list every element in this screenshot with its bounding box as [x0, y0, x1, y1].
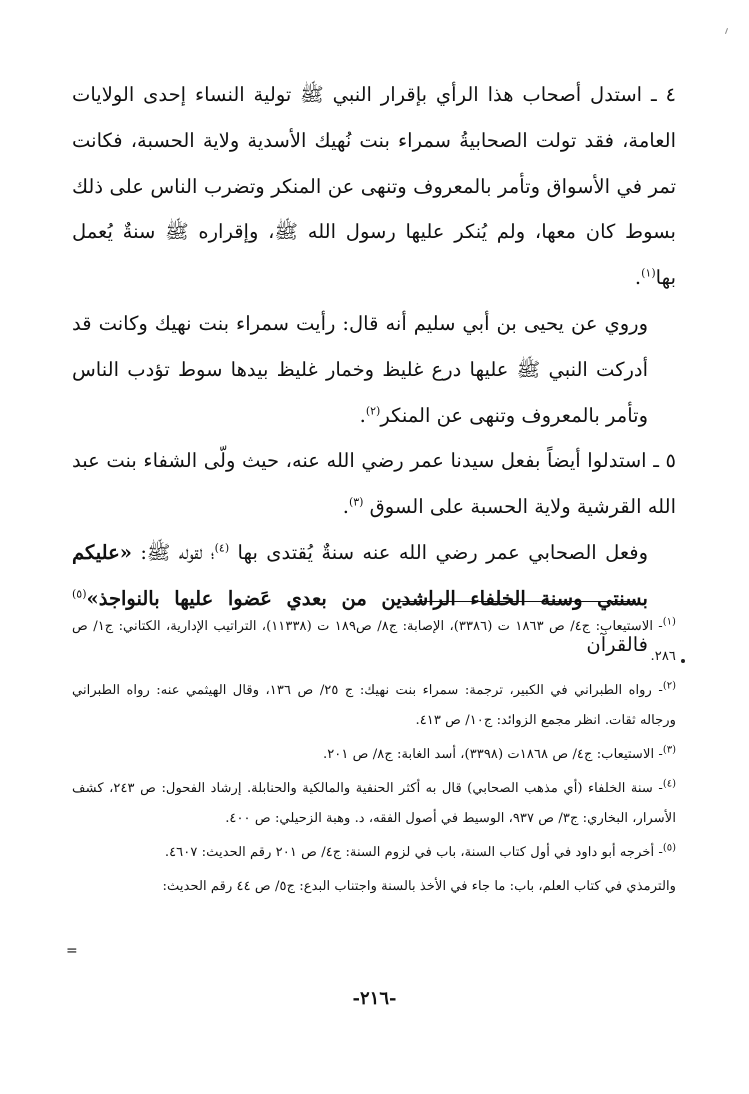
paragraph-3: ٥ ـ استدلوا أيضاً بفعل سيدنا عمر رضي الله عنه، حيث ولّى الشفاء بنت عبد الله القرشية ولاية الحسبة على السوق $^{(٣)}$. — [72, 449, 676, 519]
page-number: -٢١٦- — [352, 988, 397, 1009]
continuation-mark: = — [66, 943, 78, 959]
footnote-2: $^{(٢)}$- رواه الطبراني في الكبير، ترجمة: سمراء بنت نهيك: ج ٢٥/ ص ١٣٦، وقال الهيثمي عنه: رواه الطبراني ورجاله ثقات. انظر مجمع الزوائد: ج١٠/ ص ٤١٣. — [72, 680, 676, 728]
footnote-3: $^{(٣)}$- الاستيعاب: ج٤/ ص ١٨٦٨ت (٣٣٩٨)، أسد الغابة: ج٨/ ص ٢٠١. — [322, 744, 676, 762]
footnote-ref-3[interactable]: (٣) — [348, 495, 364, 509]
hadith-quote: «عليكم بسنتي وسنة الخلفاء الراشدين من بعدي عَضوا عليها بالنواجذ» — [72, 540, 648, 610]
footnote-1: $^{(١)}$- الاستيعاب: ج٤/ ص ١٨٦٣ ت (٣٣٨٦)، الإصابة: ج٨/ ص١٨٩ ت (١١٣٣٨)، التراتيب الإدارية، الكتاني: ج١/ ص ٢٨٦. — [72, 616, 676, 664]
footnote-ref-1[interactable]: (١) — [641, 266, 656, 280]
paragraph-2: وروي عن يحيى بن أبي سليم أنه قال: رأيت سمراء بنت نهيك وكانت قد أدركت النبي ﷺ عليها درع غليظ وخمار غليظ بيدها سوط تؤدب الناس وتأمر بالمعروف وتنهى عن المنكر$^{(٢)}$. — [72, 311, 648, 427]
scan-mark — [725, 28, 728, 34]
footnote-ref-2[interactable]: (٢) — [365, 404, 381, 418]
footnote-ref-5[interactable]: (٥) — [72, 587, 87, 601]
footnote-5: $^{(٥)}$- أخرجه أبو داود في أول كتاب السنة، باب في لزوم السنة: ج٤/ ص ٢٠١ رقم الحديث: ٤٦٠٧. — [164, 842, 676, 860]
footnote-ref-4[interactable]: (٤) — [214, 541, 230, 555]
paragraph-4: وفعل الصحابي عمر رضي الله عنه سنةٌ يُقتدى بها $^{(٤)}$؛ لقوله ﷺ: «عليكم بسنتي وسنة الخلفاء الراشدين من بعدي عَضوا عليها بالنواجذ»$^{(٥)}$ فالقرآن — [72, 540, 648, 656]
main-text — [72, 72, 676, 667]
footnote-4: $^{(٤)}$- سنة الخلفاء (أي مذهب الصحابي) قال به أكثر الحنفية والمالكية والحنابلة. إرشاد الفحول: ص ٢٤٣، كشف الأسرار، البخاري: ج٣/ ص ٩٣٧، الوسيط في أصول الفقه، د. وهبة الزحيلي: ص ٤٠٠. — [72, 778, 676, 826]
footnote-separator — [400, 601, 636, 602]
margin-dot — [681, 659, 685, 663]
paragraph-1: ٤ ـ استدل أصحاب هذا الرأي بإقرار النبي ﷺ تولية النساء إحدى الولايات العامة، فقد تولت الصحابيةُ سمراء بنت نُهيك الأسدية ولاية الحسبة، فكانت تمر في الأسواق وتأمر بالمعروف وتنهى عن المنكر وتضرب الناس على ذلك بسوط كان معها، ولم يُنكر عليها رسول الله ﷺ، وإقراره ﷺ سنةٌ يُعمل بها$^{(١)}$. — [72, 83, 676, 290]
footnote-5-continued: والترمذي في كتاب العلم، باب: ما جاء في الأخذ بالسنة واجتناب البدع: ج٥/ ص ٤٤ رقم الحديث: — [162, 879, 676, 894]
footnotes — [72, 612, 676, 902]
